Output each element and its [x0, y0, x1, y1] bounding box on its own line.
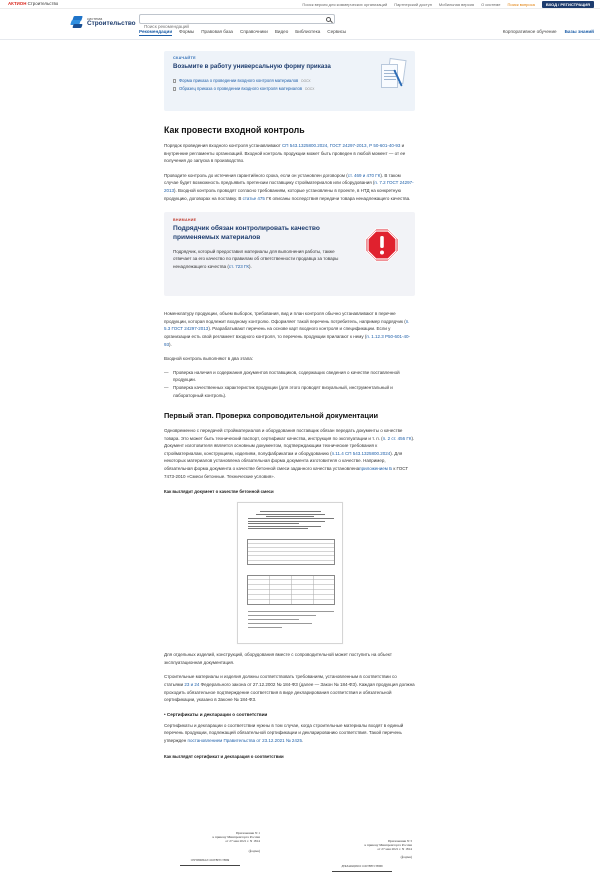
text: Подрядчик, который предоставил материалы для выполнения работы, также отвечает за его качество по правилам об ответственности продавца за товары ненадлежащего качества ( [173, 248, 339, 269]
brand-line[interactable] [8, 1, 58, 6]
cert-date: от 27 мая 2021 г. N 1814 [377, 847, 412, 851]
paragraph-6: Для отдельных изделий, конструкций, оборудования вместе с сопроводительной может поступить на объект эксплуатационная документация. [164, 652, 392, 665]
paragraph-2 [164, 172, 415, 202]
brand-text: Строительство [27, 1, 59, 6]
caption-certificates: Как выглядят сертификат и декларация о соответствии [164, 753, 284, 759]
download-box [164, 51, 415, 111]
article-column [164, 51, 415, 759]
warning-title: Подрядчик обязан контролировать качество применяемых материалов [173, 225, 320, 241]
link-gost-72[interactable]: п. 7.2 ГОСТ 24297-2013 [164, 180, 414, 193]
list-item: — Проверка наличия и содержания документов поставщиков, содержащих сведения о качестве поставленной продукции. [164, 369, 415, 384]
certificate-form-preview[interactable] [164, 831, 260, 866]
cert-annex: Приложение N 3 [387, 839, 412, 843]
text: ). Входной контроль проводят согласно требованиям, которые установлены в проекте, в НТД на конкретную продукцию, договорах на поставку. В [164, 187, 402, 201]
search-icon[interactable] [326, 17, 331, 22]
nav-legal[interactable]: Правовая база [201, 29, 233, 34]
link-gost-53[interactable]: п. 5.3 ГОСТ 24297-2013 [164, 318, 410, 332]
nav-recommendations[interactable]: Рекомендации [139, 29, 173, 34]
link-fz-23-24[interactable]: 23 и 24 [184, 682, 200, 688]
file-ext: DOCX [305, 86, 315, 91]
text: ГК описаны последствия передачи товара ненадлежащего качества. [264, 195, 411, 201]
text: Одновременно с передачей стройматериалов и оборудования поставщик обязан передать документы о качестве товара. Это может быть технический паспорт, сертификат качества, инструкция по эксплуатации и т. п. ( [164, 428, 403, 441]
search-box [139, 14, 335, 24]
download-kicker: СКАЧАЙТЕ [173, 56, 196, 60]
nav-corporate-training[interactable]: Корпоративное обучение [502, 29, 557, 34]
top-link-about[interactable]: О системе [481, 2, 501, 7]
download-file-label[interactable]: Форма приказа о проведении входного контроля материалов [179, 78, 299, 83]
text: Проводите контроль до истечения гарантийного срока, если он установлен договором ( [164, 172, 348, 178]
file-ext: DOCX [301, 78, 311, 83]
declaration-form-preview[interactable] [312, 839, 412, 872]
link-gk-469[interactable]: ст. 469 и 470 ГК [347, 172, 381, 178]
warning-text [173, 248, 349, 270]
caption-concrete-doc: Как выглядит документ о качестве бетонной смеси [164, 489, 274, 495]
cert-heading: СЕРТИФИКАТ СООТВЕТСТВИЯ [190, 859, 230, 862]
download-file-label[interactable]: Образец приказа о проведении входного контроля материалов [179, 86, 303, 92]
nav-right [503, 29, 594, 34]
text: ). Для некоторых материалов установлена обязательная форма документа изготовителя о качестве. Например, обязательная форма документа о качестве бетонной смеси заданного качества установлена [164, 450, 403, 472]
list-item: — Проверка качественных характеристик продукции (для этого проводят визуальный, инструментальный и лабораторный контроль). [164, 384, 415, 399]
logo-big-text: Строительство [87, 19, 136, 27]
nav-knowledge-bases[interactable]: Базы знаний [564, 29, 594, 34]
paragraph-3 [164, 310, 415, 348]
site-header [0, 10, 600, 40]
main-nav [139, 29, 346, 36]
top-links [302, 0, 594, 9]
text: ). [169, 341, 172, 347]
download-file-2[interactable] [173, 86, 406, 91]
top-link-commercial[interactable]: Поиск версия для коммерческих организаций [302, 2, 388, 7]
document-icon [173, 87, 176, 91]
link-gk-723[interactable]: ст. 723 ГК [228, 263, 250, 269]
cert-order: к приказу Минпромторга России [212, 835, 260, 839]
cert-heading: ДЕКЛАРАЦИЯ О СООТВЕТСТВИИ [341, 865, 383, 868]
top-link-mobile[interactable]: Мобильная версия [438, 2, 475, 7]
cert-form: (форма) [248, 849, 260, 853]
warning-icon [365, 228, 399, 262]
logo[interactable] [70, 16, 136, 28]
header-divider [0, 39, 600, 40]
text: ). [249, 263, 252, 269]
stage1-title: Первый этап. Проверка сопроводительной документации [164, 411, 379, 421]
brand-red: АКТИОН [8, 1, 27, 6]
concrete-quality-document-image[interactable] [237, 502, 343, 644]
logo-icon [70, 16, 84, 28]
text: Номенклатуру продукции, объем выборок, требования, вид и план контроля обычно устанавливают в перечне продукции, которая подлежит входному контролю. Оформляет такой перечень потребитель, например подрядчик ( [164, 311, 406, 324]
text: Порядок проведения входного контроля устанавливают [164, 143, 282, 148]
nav-services[interactable]: Сервисы [327, 29, 347, 34]
top-link-question[interactable]: Поиск вопроса [507, 2, 535, 7]
logo-small-text: система [87, 15, 103, 21]
top-strip [0, 0, 600, 9]
paragraph-5 [164, 427, 415, 480]
cert-annex: Приложение N 1 [235, 831, 260, 835]
text: . [301, 738, 304, 743]
nav-library[interactable]: Библиотека [295, 29, 321, 34]
steps-list [164, 369, 415, 399]
documents-illustration-icon [380, 59, 406, 93]
text: ). Документ изготовителя является основным документом, подтверждающим технические требования к стройматериалам, конструкциям, изделиям, полуфабрикатам и оборудованию ( [164, 435, 415, 456]
warning-box [164, 212, 415, 296]
cert-order: к приказу Минпромторга России [364, 843, 412, 847]
link-sp-gost[interactable]: СП 543.1325800.2024, ГОСТ 24297-2013, Р 50-601-40-93 [281, 143, 401, 148]
paragraph-7 [164, 673, 415, 703]
text: Сертификаты и декларации о соответствии нужны в том случае, когда строительные материалы входят в единый перечень продукции, подлежащей обязательной сертификации и декларированию соответствия. Такой перечень утвержден [164, 722, 404, 743]
link-sp-114[interactable]: п.11.4 СП 543.1325800.2024 [331, 450, 391, 456]
paragraph-1 [164, 142, 415, 165]
document-icon [173, 79, 176, 83]
text: ). В таком случае будет возможность предъявить претензии поставщику стройматериалов или оборудования ( [164, 172, 401, 186]
nav-reference[interactable]: Справочники [240, 29, 268, 34]
text: и внутренние регламенты организаций. Входной контроль продукции может быть проведен в любой момент — от ее получения до запуска в производство. [164, 143, 406, 164]
link-annex-b[interactable]: приложением Б [359, 466, 393, 472]
text: к ГОСТ 7473-2010 «Смеси бетонные. Технические условия». [164, 466, 409, 479]
link-resolution-2425[interactable]: постановлением Правительства от 23.12.2021 № 2425 [187, 738, 302, 743]
download-file-1[interactable] [173, 78, 406, 83]
download-title: Возьмите в работу универсальную форму приказа [173, 63, 331, 70]
link-article-475[interactable]: статье 475 [242, 195, 265, 201]
link-r50[interactable]: п. 1.12.3 Р50-601-40-93 [164, 333, 411, 347]
article-title: Как провести входной контроль [164, 125, 305, 135]
nav-forms[interactable]: Формы [179, 29, 195, 34]
certificate-previews [164, 829, 415, 874]
paragraph-8 [164, 722, 415, 745]
nav-video[interactable]: Видео [274, 29, 289, 34]
warning-kicker: ВНИМАНИЕ [173, 218, 197, 223]
paragraph-4: Входной контроль выполняют в два этапа: [164, 356, 253, 362]
text: ). Разрабатывают перечень на основе карт входного контроля и спецификации. Если у организации есть свой регламент входного контроля, то перечень продукции прилагают к нему ( [164, 326, 391, 339]
top-link-partner[interactable]: Партнерский доступ [394, 2, 432, 7]
text: Строительные материалы и изделия должны соответствовать требованиям, установленным в соответствии со статьями [164, 674, 397, 688]
link-gk-456[interactable]: п. 2 ст. 456 ГК [382, 435, 412, 441]
login-button[interactable]: ВХОД / РЕГИСТРАЦИЯ [542, 1, 594, 8]
text: Федерального закона от 27.12.2002 № 184-ФЗ (далее — Закон № 184-ФЗ). Каждая продукция должна проходить обязательное подтверждение соответствия в виде декларирования соответствия и обязательной сертификации, указано в Законе № 184-ФЗ. [164, 682, 415, 703]
cert-date: от 27 мая 2021 г. N 1814 [225, 839, 260, 843]
certificates-heading: • Сертификаты и декларации о соответствии [164, 711, 268, 717]
cert-form: (форма) [400, 855, 412, 859]
